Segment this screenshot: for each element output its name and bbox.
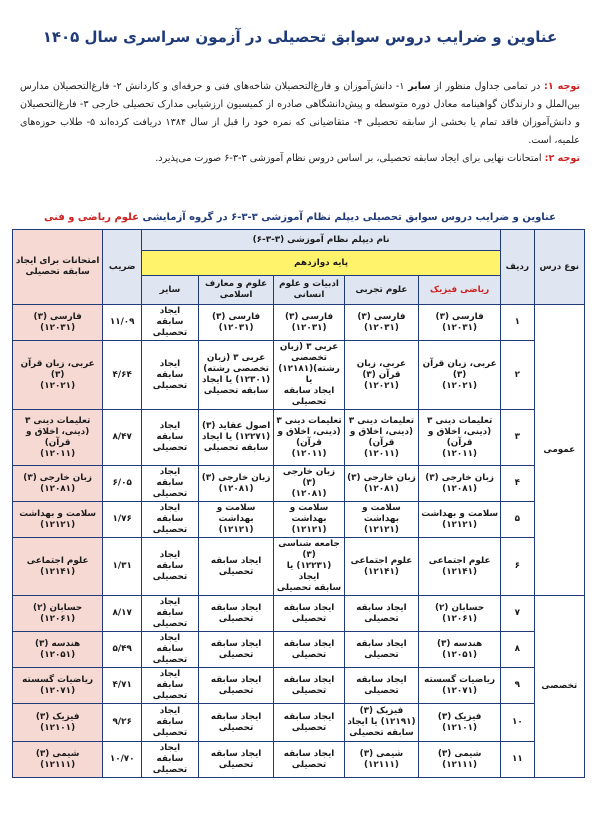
- exam-cell: شیمی (۳) (۱۲۱۱۱): [13, 742, 103, 778]
- header-col-experimental: علوم تجربی: [344, 276, 419, 305]
- header-coef: ضریب: [103, 230, 142, 305]
- exam-cell: زبان خارجی (۳) (۱۲۰۸۱): [13, 466, 103, 502]
- course-cell: ایجاد سابقه تحصیلی: [344, 632, 419, 668]
- header-grade: پایه دوازدهم: [142, 251, 501, 276]
- table-row: [13, 341, 585, 410]
- exam-cell: علوم اجتماعی (۱۲۱۴۱): [13, 538, 103, 596]
- course-cell: شیمی (۳) (۱۲۱۱۱): [419, 742, 501, 778]
- course-cell: ایجاد سابقه تحصیلی: [274, 668, 344, 704]
- course-cell: عربی ۳ (زبان تخصصی رشته) (۱۲۳۰۱) یا ایجاد سابقه تحصیلی: [198, 341, 274, 410]
- coefficient-cell: ۵/۴۹: [103, 632, 142, 668]
- course-cell: شیمی (۳) (۱۲۱۱۱): [344, 742, 419, 778]
- course-cell: ایجاد سابقه تحصیلی: [274, 632, 344, 668]
- course-cell: تعلیمات دینی ۳ (دینی، اخلاق و قرآن) (۱۲۰۱۱): [274, 410, 344, 466]
- table-row: [13, 632, 585, 668]
- header-col-other: سایر: [142, 276, 199, 305]
- row-number: ۶: [501, 538, 535, 596]
- table-row: [13, 668, 585, 704]
- course-cell: ایجاد سابقه تحصیلی: [142, 668, 199, 704]
- course-cell: ایجاد سابقه تحصیلی: [274, 596, 344, 632]
- course-cell: ایجاد سابقه تحصیلی: [198, 742, 274, 778]
- note-text: امتحانات نهایی برای ایجاد سابقه تحصیلی، بر اساس دروس نظام آموزشی ۳-۳-۶ صورت می‌پذیرد.: [155, 153, 545, 164]
- row-number: ۵: [501, 502, 535, 538]
- course-cell: فارسی (۳) (۱۲۰۳۱): [344, 305, 419, 341]
- row-number: ۱: [501, 305, 535, 341]
- coefficient-cell: ۱/۳۱: [103, 538, 142, 596]
- course-cell: ایجاد سابقه تحصیلی: [142, 742, 199, 778]
- course-cell: زبان خارجی (۳) (۱۲۰۸۱): [274, 466, 344, 502]
- note-text: در تمامی جداول منظور از: [430, 81, 544, 92]
- exam-cell: هندسه (۳) (۱۲۰۵۱): [13, 632, 103, 668]
- note-keyword: سایر: [408, 81, 431, 92]
- course-cell: ایجاد سابقه تحصیلی: [198, 538, 274, 596]
- exam-cell: فارسی (۳) (۱۲۰۳۱): [13, 305, 103, 341]
- coefficient-cell: ۱۰/۷۰: [103, 742, 142, 778]
- course-cell: ایجاد سابقه تحصیلی: [142, 704, 199, 742]
- course-cell: هندسه (۳) (۱۲۰۵۱): [419, 632, 501, 668]
- course-cell: علوم اجتماعی (۱۲۱۴۱): [344, 538, 419, 596]
- coefficient-cell: ۱/۷۶: [103, 502, 142, 538]
- course-cell: تعلیمات دینی ۳ (دینی، اخلاق و قرآن) (۱۲۰۱۱): [419, 410, 501, 466]
- exam-cell: سلامت و بهداشت (۱۲۱۲۱): [13, 502, 103, 538]
- course-cell: فیزیک (۳) (۱۲۱۹۱) یا ایجاد سابقه تحصیلی: [344, 704, 419, 742]
- coefficient-cell: ۴/۶۴: [103, 341, 142, 410]
- course-cell: ایجاد سابقه تحصیلی: [142, 341, 199, 410]
- header-col-islamic: علوم و معارف اسلامی: [198, 276, 274, 305]
- course-cell: سلامت و بهداشت (۱۲۱۲۱): [344, 502, 419, 538]
- table-row: [13, 596, 585, 632]
- type-specialized: تخصصی: [534, 596, 584, 778]
- header-diploma: نام دیپلم نظام آموزشی (۳-۳-۶): [142, 230, 501, 251]
- row-number: ۲: [501, 341, 535, 410]
- course-cell: فارسی (۳) (۱۲۰۳۱): [198, 305, 274, 341]
- exam-cell: فیزیک (۳) (۱۲۱۰۱): [13, 704, 103, 742]
- page-title: عناوین و ضرایب دروس سوابق تحصیلی در آزمون سراسری سال ۱۴۰۵: [42, 28, 558, 46]
- header-col-math-physics: ریاضی فیزیک: [419, 276, 501, 305]
- course-cell: عربی، زبان قرآن (۳) (۱۲۰۲۱): [419, 341, 501, 410]
- course-cell: ایجاد سابقه تحصیلی: [142, 466, 199, 502]
- course-cell: سلامت و بهداشت (۱۲۱۲۱): [274, 502, 344, 538]
- course-cell: عربی ۳ (زبان تخصصی رشته)(۱۲۱۸۱) یا ایجاد سابقه تحصیلی: [274, 341, 344, 410]
- course-cell: زبان خارجی (۳) (۱۲۰۸۱): [198, 466, 274, 502]
- table-row: [13, 538, 585, 596]
- note-2: [20, 150, 580, 168]
- course-cell: ایجاد سابقه تحصیلی: [198, 596, 274, 632]
- course-cell: ایجاد سابقه تحصیلی: [142, 538, 199, 596]
- course-cell: زبان خارجی (۳) (۱۲۰۸۱): [419, 466, 501, 502]
- table-row: [13, 502, 585, 538]
- course-cell: سلامت و بهداشت (۱۲۱۲۱): [419, 502, 501, 538]
- course-cell: ایجاد سابقه تحصیلی: [142, 305, 199, 341]
- header-col-humanities: ادبیات و علوم انسانی: [274, 276, 344, 305]
- exam-cell: تعلیمات دینی ۳ (دینی، اخلاق و قرآن) (۱۲۰۱۱): [13, 410, 103, 466]
- note-text: ۱- دانش‌آموزان و فارغ‌التحصیلان شاخه‌های فنی و حرفه‌ای و کاردانش ۲- فارغ‌التحصیلان مدارس بین‌الملل و دارندگان گواهینامه معادل دوره متوسطه و پیش‌دانشگاهی صادره از کمیسیون ارزشیابی مدارک تحصیلی خارجی ۳- فارغ‌التحصیلان و دانش‌آموزان فاقد تمام یا بخشی از سابقه تحصیلی ۴- متقاضیانی که نمره خود را قبل از سال ۱۳۸۴ دریافت کرده‌اند ۵- طلاب حوزه‌های علمیه، است.: [20, 81, 581, 146]
- row-number: ۱۰: [501, 704, 535, 742]
- course-cell: اصول عقاید (۳) (۱۲۲۷۱) یا ایجاد سابقه تحصیلی: [198, 410, 274, 466]
- course-cell: ایجاد سابقه تحصیلی: [142, 632, 199, 668]
- table-row: [13, 305, 585, 341]
- course-cell: علوم اجتماعی (۱۲۱۴۱): [419, 538, 501, 596]
- coefficients-table: [12, 229, 585, 778]
- exam-cell: حسابان (۲) (۱۲۰۶۱): [13, 596, 103, 632]
- course-cell: عربی، زبان قرآن (۳) (۱۲۰۲۱): [344, 341, 419, 410]
- table-row: [13, 410, 585, 466]
- course-cell: ایجاد سابقه تحصیلی: [344, 596, 419, 632]
- table-row: [13, 742, 585, 778]
- type-general: عمومی: [534, 305, 584, 596]
- row-number: ۴: [501, 466, 535, 502]
- course-cell: جامعه شناسی (۳) (۱۲۲۳۱) یا ایجاد سابقه تحصیلی: [274, 538, 344, 596]
- notes-section: [20, 78, 580, 168]
- course-cell: ایجاد سابقه تحصیلی: [142, 596, 199, 632]
- course-cell: ایجاد سابقه تحصیلی: [142, 410, 199, 466]
- header-exam: امتحانات برای ایجاد سابقه تحصیلی: [13, 230, 103, 305]
- coefficient-cell: ۸/۱۷: [103, 596, 142, 632]
- table-caption: [0, 212, 600, 223]
- row-number: ۷: [501, 596, 535, 632]
- course-cell: ایجاد سابقه تحصیلی: [142, 502, 199, 538]
- row-number: ۹: [501, 668, 535, 704]
- course-cell: ایجاد سابقه تحصیلی: [198, 668, 274, 704]
- coefficient-cell: ۱۱/۰۹: [103, 305, 142, 341]
- course-cell: ایجاد سابقه تحصیلی: [274, 704, 344, 742]
- header-type: نوع درس: [534, 230, 584, 305]
- course-cell: ایجاد سابقه تحصیلی: [274, 742, 344, 778]
- course-cell: فارسی (۳) (۱۲۰۳۱): [419, 305, 501, 341]
- coefficient-cell: ۶/۰۵: [103, 466, 142, 502]
- course-cell: فارسی (۳) (۱۲۰۳۱): [274, 305, 344, 341]
- row-number: ۸: [501, 632, 535, 668]
- course-cell: ایجاد سابقه تحصیلی: [344, 668, 419, 704]
- table-row: [13, 466, 585, 502]
- course-cell: ایجاد سابقه تحصیلی: [198, 632, 274, 668]
- course-cell: ریاضیات گسسته (۱۲۰۷۱): [419, 668, 501, 704]
- header-row: ردیف: [501, 230, 535, 305]
- coefficient-cell: ۸/۴۷: [103, 410, 142, 466]
- note-label: توجه ۲:: [544, 153, 580, 164]
- course-cell: تعلیمات دینی ۳ (دینی، اخلاق و قرآن) (۱۲۰۱۱): [344, 410, 419, 466]
- table-row: [13, 704, 585, 742]
- table-body: [13, 305, 585, 778]
- exam-cell: عربی، زبان قرآن (۳) (۱۲۰۲۱): [13, 341, 103, 410]
- row-number: ۳: [501, 410, 535, 466]
- course-cell: زبان خارجی (۳) (۱۲۰۸۱): [344, 466, 419, 502]
- course-cell: فیزیک (۳) (۱۲۱۰۱): [419, 704, 501, 742]
- table-caption-text: عناوین و ضرایب دروس سوابق تحصیلی دیپلم نظام آموزشی ۳-۳-۶ در گروه آزمایشی: [138, 212, 556, 223]
- coefficient-cell: ۹/۲۶: [103, 704, 142, 742]
- course-cell: ایجاد سابقه تحصیلی: [198, 704, 274, 742]
- row-number: ۱۱: [501, 742, 535, 778]
- coefficient-cell: ۴/۷۱: [103, 668, 142, 704]
- exam-cell: ریاضیات گسسته (۱۲۰۷۱): [13, 668, 103, 704]
- course-cell: حسابان (۲) (۱۲۰۶۱): [419, 596, 501, 632]
- table-caption-group: علوم ریاضی و فنی: [44, 212, 139, 223]
- note-label: توجه ۱:: [543, 81, 580, 92]
- course-cell: سلامت و بهداشت (۱۲۱۲۱): [198, 502, 274, 538]
- note-1: [20, 78, 580, 150]
